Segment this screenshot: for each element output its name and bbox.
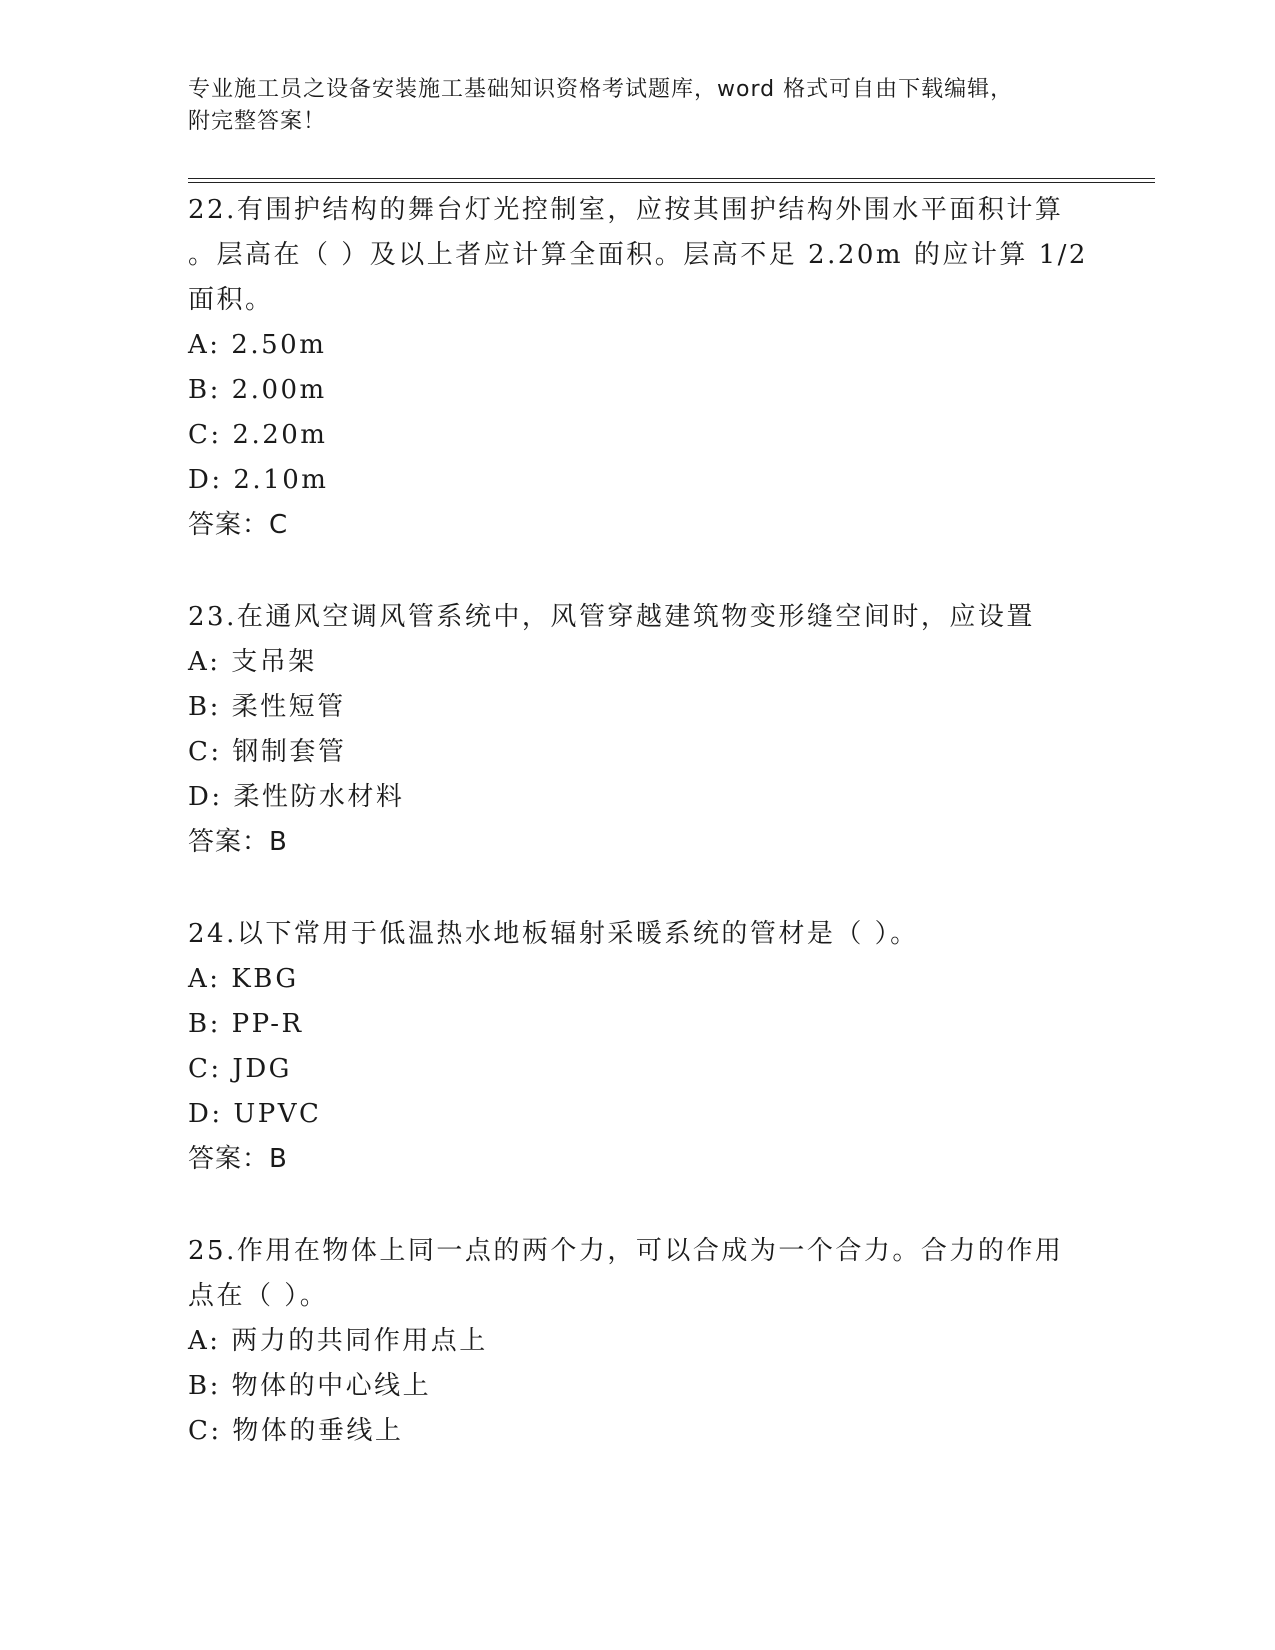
option-b: B: 柔性短管 — [188, 692, 346, 722]
question-text-line: 面积。 — [188, 285, 274, 315]
question-text-line: 点在（ ）。 — [188, 1281, 329, 1311]
header-divider-top — [188, 178, 1155, 179]
question-text-line: 24.以下常用于低温热水地板辐射采暖系统的管材是（ ）。 — [188, 919, 919, 949]
question-24 — [188, 912, 1088, 1182]
question-22 — [188, 188, 1088, 548]
answer: 答案：B — [188, 1144, 288, 1174]
question-25 — [188, 1229, 1088, 1454]
question-list — [188, 188, 1088, 1454]
option-b: B: 2.00m — [188, 375, 327, 405]
option-b: B: 物体的中心线上 — [188, 1371, 432, 1401]
question-23 — [188, 595, 1088, 865]
option-a: A: 两力的共同作用点上 — [188, 1326, 488, 1356]
header-line-2: 附完整答案！ — [188, 109, 327, 134]
question-text-line: 25.作用在物体上同一点的两个力，可以合成为一个合力。合力的作用 — [188, 1236, 1064, 1266]
option-c: C: 钢制套管 — [188, 737, 347, 767]
option-b: B: PP-R — [188, 1009, 304, 1039]
answer: 答案：C — [188, 510, 289, 540]
option-c: C: 物体的垂线上 — [188, 1416, 404, 1446]
option-d: D: 2.10m — [188, 465, 329, 495]
document-header — [188, 74, 1088, 138]
option-d: D: UPVC — [188, 1099, 322, 1129]
spacer — [188, 548, 1088, 595]
spacer — [188, 1182, 1088, 1229]
question-text-line: 22.有围护结构的舞台灯光控制室，应按其围护结构外围水平面积计算 — [188, 195, 1064, 225]
answer: 答案：B — [188, 827, 288, 857]
option-a: A: 2.50m — [188, 330, 327, 360]
spacer — [188, 865, 1088, 912]
option-c: C: 2.20m — [188, 420, 328, 450]
question-text-line: 。层高在（ ）及以上者应计算全面积。层高不足 2.20m 的应计算 1/2 — [188, 240, 1088, 270]
option-a: A: 支吊架 — [188, 647, 317, 677]
option-a: A: KBG — [188, 964, 299, 994]
header-divider-bottom — [188, 182, 1155, 183]
question-text-line: 23.在通风空调风管系统中，风管穿越建筑物变形缝空间时，应设置 — [188, 602, 1035, 632]
option-c: C: JDG — [188, 1054, 292, 1084]
header-line-1: 专业施工员之设备安装施工基础知识资格考试题库，word 格式可自由下载编辑， — [188, 77, 1014, 102]
option-d: D: 柔性防水材料 — [188, 782, 405, 812]
